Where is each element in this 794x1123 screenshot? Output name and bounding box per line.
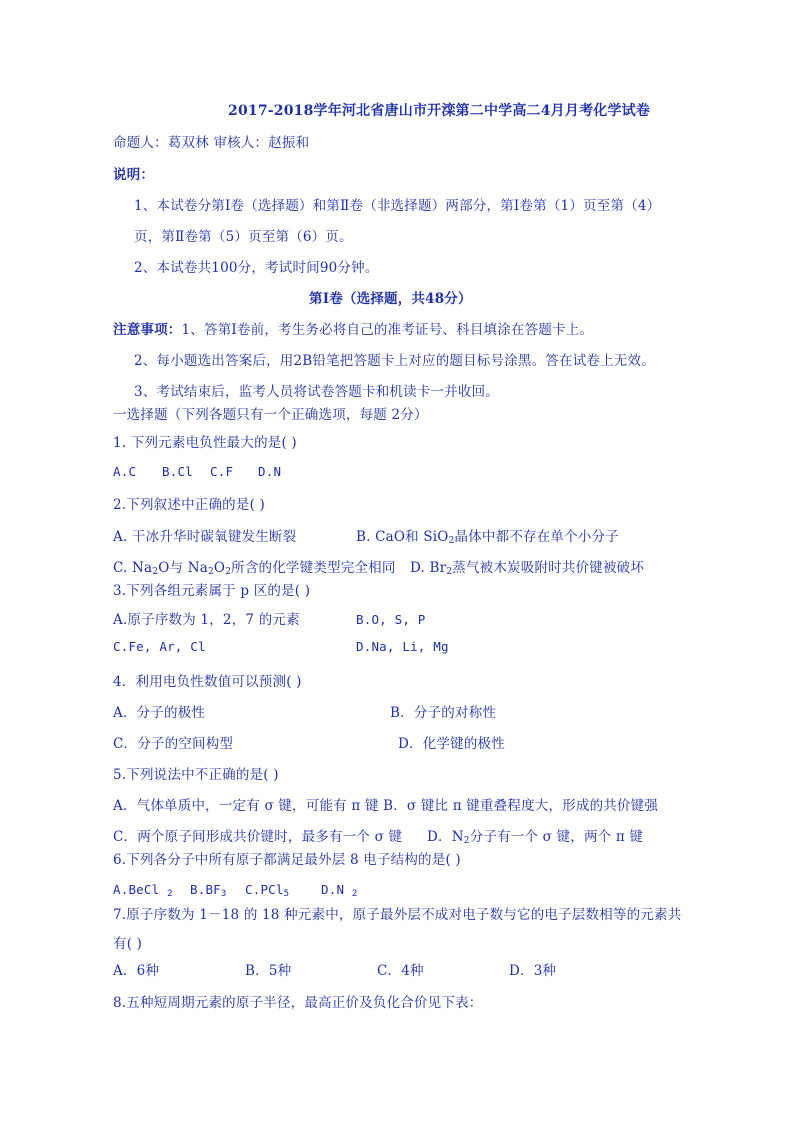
q2-option-d <box>410 559 644 577</box>
instruction-item-1: 1、本试卷分第Ⅰ卷（选择题）和第Ⅱ卷（非选择题）两部分，第Ⅰ卷第（1）页至第（4） <box>134 198 661 214</box>
q3-option-a: A.原子序数为 1，2，7 的元素 <box>113 612 300 628</box>
q5-stem: 5.下列说法中不正确的是( ) <box>113 767 279 783</box>
notes-text-1: 1、答第Ⅰ卷前，考生务必将自己的准考证号、科目填涂在答题卡上。 <box>181 322 594 338</box>
q5-d-text: D．N <box>427 829 464 845</box>
q2-c-sub-2: 2 <box>207 567 214 577</box>
q7-option-d: D．3种 <box>509 963 557 979</box>
q6-b-text: B.BF <box>190 882 221 897</box>
q4-option-d: D．化学键的极性 <box>398 736 505 752</box>
q2-c-text-2: O与 Na <box>158 560 208 576</box>
q1-option-b: B.Cl <box>162 464 193 479</box>
q5-option-d <box>427 828 643 846</box>
q6-option-c <box>245 881 289 899</box>
q2-option-a: A. 干冰升华时碳氧键发生断裂 <box>113 529 297 545</box>
q2-d-text-2: 蒸气被木炭吸附时共价键被破坏 <box>452 560 645 576</box>
q4-option-c: C．分子的空间构型 <box>113 736 234 752</box>
q5-d-text-2: 分子有一个 σ 键，两个 π 键 <box>469 829 644 845</box>
q2-c-sub-3: 2 <box>225 567 232 577</box>
section-title: 第Ⅰ卷（选择题，共48分） <box>309 291 472 307</box>
q6-a-sub: 2 <box>167 889 173 899</box>
q1-option-a: A.C <box>113 464 137 479</box>
q6-c-text: C.PCl <box>245 882 284 897</box>
q6-d-sub: 2 <box>351 889 358 899</box>
q1-stem: 1. 下列元素电负性最大的是( ) <box>113 435 297 451</box>
q2-c-text-4: 所含的化学键类型完全相同 <box>231 560 396 576</box>
author-line: 命题人：葛双林 审核人：赵振和 <box>113 135 310 151</box>
q2-c-text-3: O <box>213 560 226 576</box>
q6-stem: 6.下列各分子中所有原子都满足最外层 8 电子结构的是( ) <box>113 852 461 868</box>
q2-d-text: D. Br <box>410 560 447 576</box>
q8-stem: 8.五种短周期元素的原子半径，最高正价及负化合价见下表： <box>113 995 483 1011</box>
q7-stem-line-1: 7.原子序数为 1－18 的 18 种元素中，原子最外层不成对电子数与它的电子层数相等的元素共 <box>113 907 682 923</box>
notes-label: 注意事项： <box>113 322 182 338</box>
q7-option-a: A．6种 <box>113 963 160 979</box>
q6-option-d <box>321 881 358 899</box>
q2-c-text: C. Na <box>113 560 153 576</box>
q6-c-sub: 5 <box>283 889 290 899</box>
q7-stem-line-2: 有( ) <box>113 936 143 952</box>
q3-option-c: C.Fe, Ar, Cl <box>113 639 206 654</box>
part-heading: 一选择题（下列各题只有一个正确选项，每题 2分） <box>113 407 428 423</box>
q2-b-sub: 2 <box>448 536 455 546</box>
notes-item-2: 2、每小题选出答案后，用2B铅笔把答题卡上对应的题目标号涂黑。答在试卷上无效。 <box>134 353 655 369</box>
q2-option-c <box>113 559 396 577</box>
q5-d-sub: 2 <box>463 836 470 846</box>
exam-title: 2017-2018学年河北省唐山市开滦第二中学高二4月月考化学试卷 <box>228 103 651 119</box>
q1-option-c: C.F <box>210 464 234 479</box>
q2-stem: 2.下列叙述中正确的是( ) <box>113 497 266 513</box>
q3-stem: 3.下列各组元素属于 p 区的是( ) <box>113 583 311 599</box>
q4-stem: 4．利用电负性数值可以预测( ) <box>113 674 302 690</box>
q4-option-a: A．分子的极性 <box>113 705 206 721</box>
q6-d-text: D.N <box>321 882 345 897</box>
q2-b-text: B. CaO和 SiO <box>356 529 449 545</box>
q3-option-d: D.Na, Li, Mg <box>356 639 449 654</box>
q2-option-b <box>356 528 619 546</box>
q7-option-b: B．5种 <box>245 963 292 979</box>
q6-b-sub: 3 <box>220 889 227 899</box>
q2-c-sub-1: 2 <box>152 567 159 577</box>
instruction-item-1-cont: 页，第Ⅱ卷第（5）页至第（6）页。 <box>134 229 353 245</box>
q6-option-a <box>113 881 173 899</box>
q1-option-d: D.N <box>258 464 282 479</box>
q3-option-b: B.O, S, P <box>356 612 426 627</box>
notes-item-1 <box>113 321 593 339</box>
q7-option-c: C．4种 <box>377 963 424 979</box>
q5-options-ab: A．气体单质中，一定有 σ 键，可能有 π 键 B．σ 键比 π 键重叠程度大，形成的共价键强 <box>113 798 659 814</box>
q6-option-b <box>190 881 227 899</box>
q2-b-text-2: 晶体中都不存在单个小分子 <box>454 529 619 545</box>
q5-option-c: C．两个原子间形成共价键时，最多有一个 σ 键 <box>113 829 403 845</box>
instruction-item-2: 2、本试卷共100分，考试时间90分钟。 <box>134 260 379 276</box>
instructions-heading: 说明： <box>113 167 155 183</box>
notes-item-3: 3、考试结束后，监考人员将试卷答题卡和机读卡一并收回。 <box>134 384 499 400</box>
q4-option-b: B．分子的对称性 <box>390 705 497 721</box>
q2-d-sub: 2 <box>446 567 453 577</box>
q6-a-text: A.BeCl <box>113 882 160 897</box>
